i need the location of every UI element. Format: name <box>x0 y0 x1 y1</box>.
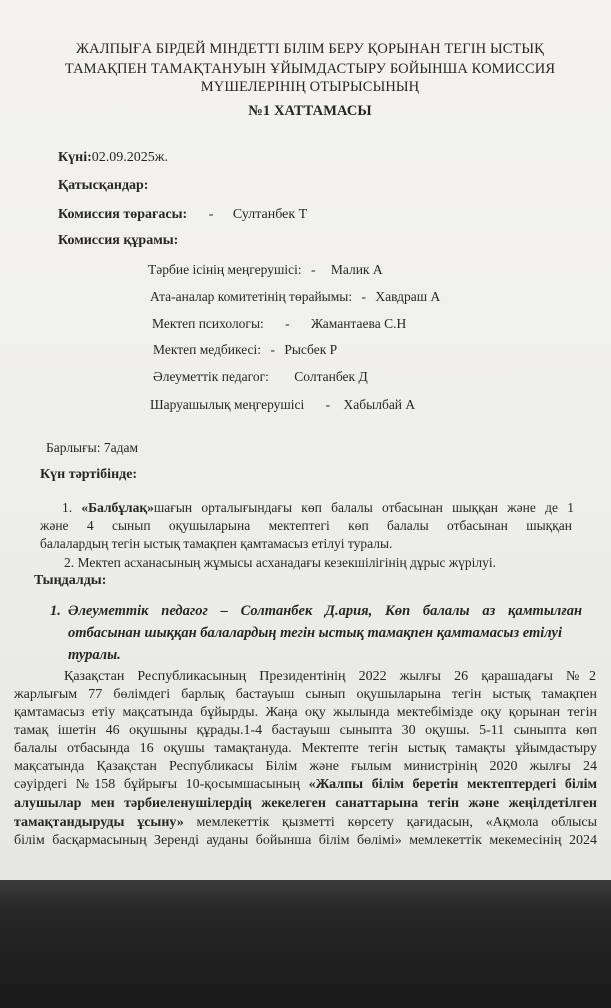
member-row <box>150 289 440 305</box>
member-role: Мектеп психологы: <box>152 316 264 331</box>
body-line: балалы отбасында 16 оқушы тамақтануда. Мектепте тегін ыстық тамақты ұйымдастыру <box>14 741 597 756</box>
agenda-label: Күн тәртібінде: <box>40 467 138 482</box>
member-name: Жамантаева С.Н <box>311 316 407 331</box>
member-role: Тәрбие ісінің меңгерушісі: <box>148 262 302 277</box>
agenda-item-1-line-3: балалардың тегін ыстық тамақпен қамтамасыз етілуі туралы. <box>40 536 393 551</box>
member-role: Ата-аналар комитетінің төрайымы: <box>150 289 353 304</box>
member-name: Хабылбай А <box>343 397 416 412</box>
section-1-title-line-3: туралы. <box>68 647 121 663</box>
header-line-3: МҮШЕЛЕРІНІҢ ОТЫРЫСЫНЫҢ <box>200 79 420 95</box>
agenda-item-2: 2. Мектеп асханасының жұмысы асханадағы кезекшілігінің дұрыс жүрілуі. <box>64 555 497 570</box>
members-label: Комиссия құрамы: <box>58 233 179 248</box>
member-row <box>152 316 406 332</box>
member-role: Әлеуметтік педагог: <box>153 369 269 384</box>
member-dash: - <box>285 316 290 331</box>
body-line: жарлығым 77 бөлімдегі барлық бастауыш сынып оқушыларына тегін ыстық тамақпен <box>14 687 597 702</box>
body-line <box>14 832 597 850</box>
protocol-number: №1 ХАТТАМАСЫ <box>248 103 372 119</box>
member-role: Мектеп медбикесі: <box>153 342 262 357</box>
member-dash: - <box>310 262 316 277</box>
total-count: Барлығы: 7адам <box>46 440 139 455</box>
section-1-title-line-2: отбасынан шыққан балалардың тегін ыстық тамақпен қамтамасыз етілуі <box>68 625 563 641</box>
agenda-item-1-line-1 <box>62 500 574 516</box>
body-line: қамтамасыз етіу мақсатында бұйырды. Жаңа оқу жылында мектебімізде оқу қорынан тегін <box>14 705 597 720</box>
body-line: Қазақстан Республикасының Президентінің 2022 жылғы 26 қарашадағы №2 <box>64 669 596 684</box>
member-name: Солтанбек Д <box>294 369 368 384</box>
body-line-10-end: мемлекеттік мекемесінің 2024 <box>409 833 597 848</box>
agenda-item-1-bold: «Балбұлақ» <box>81 500 154 515</box>
body-line: алушылар мен тәрбиеленушілердің жекелеген санаттарына тегін және жеңілдетілген <box>14 796 597 811</box>
member-role: Шаруашылық меңгерушісі <box>150 397 305 412</box>
agenda-item-1-prefix: 1. <box>62 500 82 515</box>
body-line-7-bold: «Жалпы білім беретін мектептердегі білім <box>308 777 597 792</box>
heard-label: Тыңдалды: <box>34 573 107 588</box>
member-dash: - <box>361 289 366 304</box>
section-1-title-line-1: Әлеуметтік педагог – Солтанбек Д.ария, Көп балалы аз қамтылған <box>68 603 582 619</box>
member-dash: - <box>270 342 275 357</box>
member-row <box>150 397 415 413</box>
background-surface <box>0 880 611 1008</box>
member-name: Рысбек Р <box>284 342 338 357</box>
section-1-number: 1. <box>50 603 61 619</box>
agenda-item-1-line-2: және 4 сынып оқушыларына мектептегі көп балалы отбасынан шыққан <box>40 518 572 533</box>
header-line-2: ТАМАҚПЕН ТАМАҚТАНУЫН ҰЙЫМДАСТЫРУ БОЙЫНША КОМИССИЯ <box>64 61 556 77</box>
chair-name: Султанбек Т <box>232 207 308 222</box>
body-line-9-bold: тамақтандыруды ұсыну» <box>14 815 184 830</box>
chair-dash: - <box>208 207 214 222</box>
header-line-1: ЖАЛПЫҒА БІРДЕЙ МІНДЕТТІ БІЛІМ БЕРУ ҚОРЫНАН ТЕГІН ЫСТЫҚ <box>76 41 544 57</box>
body-line-10-start: білім басқармасының Зеренді ауданы бойынша білім бөлімі» <box>14 833 402 848</box>
member-name: Малик А <box>330 262 383 277</box>
member-dash: - <box>325 397 331 412</box>
chair-label: Комиссия төрағасы: <box>58 207 188 222</box>
agenda-item-1-rest: шағын орталығындағы көп балалы отбасынан шыққан және де 1 <box>153 500 574 515</box>
member-row <box>148 262 383 278</box>
body-line-7-start: сәуірдегі №158 бұйрығы 10-қосымшасының <box>14 777 300 792</box>
date-line <box>58 150 168 166</box>
body-line <box>14 776 597 794</box>
body-line <box>14 814 597 832</box>
body-line: тамақ ішетін 46 оқушыны құрады.1-4 бастауыш сыныпта 30 оқушы. 5-11 сыныпта көп <box>14 723 597 738</box>
body-line-9-rest: мемлекеттік қызметті көрсету қағидасын, «Ақмола облысы <box>196 815 598 830</box>
participants-label: Қатысқандар: <box>58 178 149 193</box>
member-row <box>153 369 368 385</box>
date-value: 02.09.2025ж. <box>91 150 168 165</box>
member-name: Хавдраш А <box>375 289 441 304</box>
date-label: Күні: <box>58 150 92 165</box>
body-line: мақсатында Қазақстан Республикасы Білім және ғылым министрінің 2020 жылғы 24 <box>14 759 597 774</box>
chair-line <box>58 207 307 223</box>
member-row <box>153 342 337 358</box>
